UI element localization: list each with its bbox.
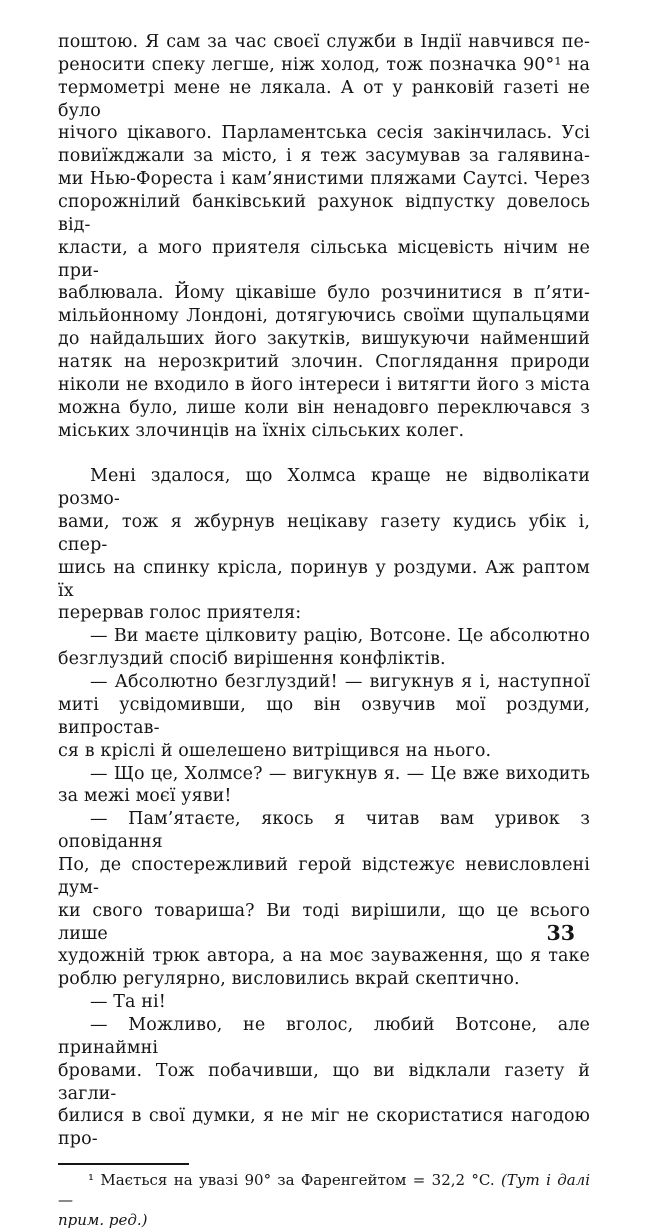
text-line: билися в свої думки, я не міг не скористатися нагодою про-	[58, 1106, 590, 1150]
text-block	[58, 31, 590, 1230]
text-line: ми Нью-Фореста і кам’янистими пляжами Саутсі. Через	[58, 169, 590, 190]
text-line: ки свого товариша? Ви тоді вирішили, що це всього лише	[58, 900, 590, 944]
text-line: міських злочинців на їхніх сільських колег.	[58, 420, 465, 441]
text-line: за межі моєї уяви!	[58, 786, 232, 807]
page-number: 33	[546, 921, 575, 945]
text-line: поштою. Я сам за час своєї служби в Індії навчився пе-	[58, 32, 590, 52]
text-line: безглуздий спосіб вирішення конфліктів.	[58, 649, 446, 670]
text-line: нічого цікавого. Парламентська сесія закінчилась. Усі	[58, 123, 590, 144]
footnote-text: ¹ Мається на увазі 90° за Фаренгейтом = 32,2 °C.	[88, 1171, 501, 1190]
footnote	[58, 1163, 590, 1230]
text-line: Мені здалося, що Холмса краще не відволікати розмо-	[58, 466, 590, 510]
text-line: — Ви маєте цілковиту рацію, Вотсоне. Це абсолютно	[90, 626, 590, 647]
text-line: повиїжджали за місто, і я теж засумував за галявина-	[58, 146, 590, 167]
paragraph	[58, 625, 590, 671]
text-line: мільйонному Лондоні, дотягуючись своїми щупальцями	[58, 306, 590, 327]
paragraph	[58, 808, 590, 991]
text-line: вами, тож я жбурнув нецікаву газету кудись убік і, спер-	[58, 512, 590, 555]
paragraph	[58, 1014, 590, 1151]
text-line: ся в кріслі й ошелешено витріщився на нього.	[58, 740, 492, 761]
footnote-line-2	[58, 1210, 590, 1230]
text-line: ніколи не входило в його інтереси і витягти його з міста	[58, 374, 590, 395]
text-line: художній трюк автора, а на моє зауваження, що я таке	[58, 946, 590, 967]
text-line: — Абсолютно безглуздий! — вигукнув я і, наступної	[90, 672, 590, 693]
text-line: миті усвідомивши, що він озвучив мої роздуми, випростав-	[58, 694, 590, 738]
text-line: — Пам’ятаєте, якось я читав вам уривок з оповідання	[58, 809, 590, 853]
paragraph	[58, 991, 590, 1014]
footnote-line-1	[58, 1170, 590, 1210]
footnote-text-italic: прим. ред.)	[58, 1211, 148, 1230]
body-text	[58, 31, 590, 1151]
text-line: натяк на нерозкритий злочин. Споглядання природи	[58, 352, 590, 373]
text-line: класти, а мого приятеля сільська місцевість нічим не при-	[58, 237, 590, 281]
footnote-text-italic: (Тут і далі —	[58, 1171, 590, 1210]
text-line: реносити спеку легше, ніж холод, тож позначка 90°¹ на	[58, 54, 590, 75]
text-line: — Та ні!	[90, 992, 166, 1013]
footnote-separator	[58, 1163, 189, 1165]
text-line: бровами. Тож побачивши, що ви відклали газету й загли-	[58, 1060, 590, 1104]
text-line: — Що це, Холмсе? — вигукнув я. — Це вже виходить	[90, 763, 590, 784]
paragraph	[58, 465, 590, 625]
text-line: перервав голос приятеля:	[58, 603, 302, 624]
text-line: термометрі мене не лякала. А от у ранковій газеті не було	[58, 77, 590, 121]
text-line: можна було, лише коли він ненадовго переключався з	[58, 397, 590, 418]
text-line: роблю регулярно, висловились вкрай скептично.	[58, 969, 520, 990]
text-line: ваблювала. Йому цікавіше було розчинитися в п’яти-	[58, 283, 590, 304]
paragraph	[58, 671, 590, 762]
paragraph	[58, 31, 590, 442]
text-line: По, де спостережливий герой відстежує невисловлені дум-	[58, 854, 590, 898]
text-line: шись на спинку крісла, поринув у роздуми. Аж раптом їх	[58, 557, 590, 601]
text-line: — Можливо, не вголос, любий Вотсоне, але принаймні	[58, 1014, 590, 1058]
text-line: спорожнілий банківський рахунок відпустку довелось від-	[58, 192, 590, 235]
text-line: до найдальших його закутків, вишукуючи найменший	[58, 329, 590, 350]
paragraph	[58, 763, 590, 809]
